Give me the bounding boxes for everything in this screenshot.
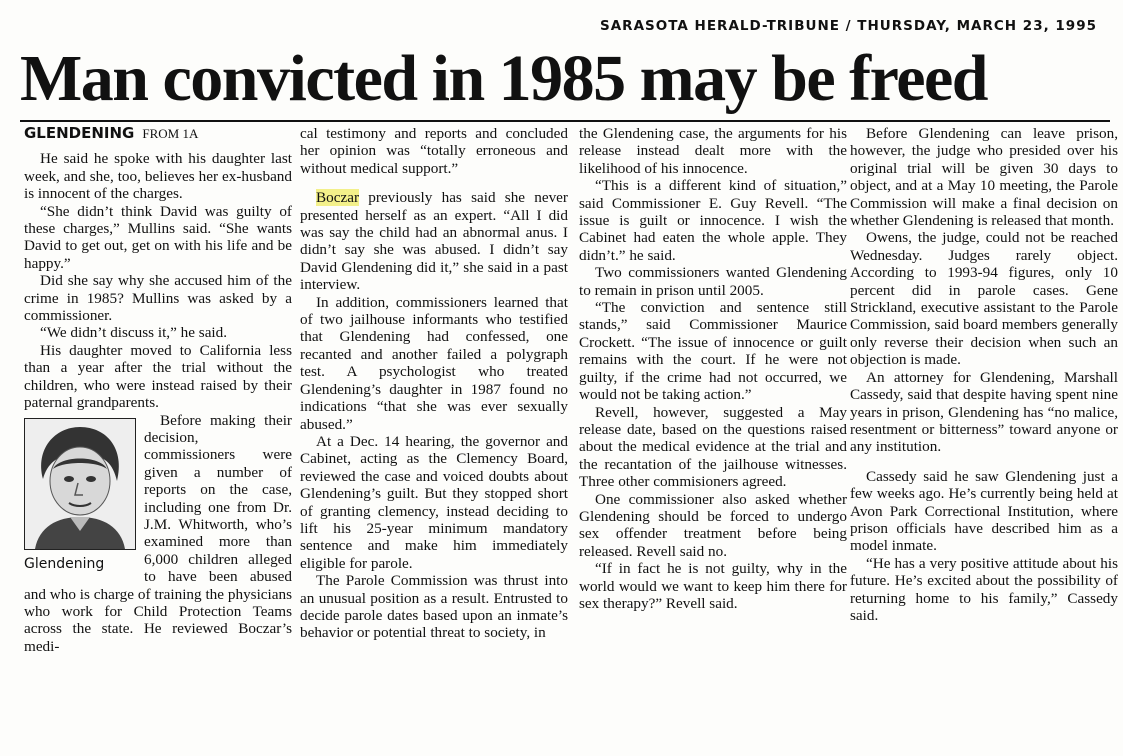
paragraph-gap <box>300 177 568 189</box>
paragraph: Before Glendening can leave prison, however, the judge who presided over his original trial will be given 30 days to object, and at a May 10 meeting, the Parole Commission will make a final decision on whether Glendening is released that month. <box>850 125 1118 230</box>
paragraph: the Glendening case, the arguments for his release instead dealt more with the likelihood of his innocence. <box>579 125 847 177</box>
masthead: SARASOTA HERALD-TRIBUNE / THURSDAY, MARCH 23, 1995 <box>600 18 1097 34</box>
highlighted-word: Boczar <box>316 189 360 207</box>
photo-block <box>24 418 136 573</box>
paragraph: He said he spoke with his daughter last week, and she, too, believes her ex-husband is innocent of the charges. <box>24 150 292 203</box>
paragraph: His daughter moved to California less than a year after the trial without the children, who were instead raised by their paternal grandparents. <box>24 341 292 412</box>
paragraph: “He has a very positive attitude about his future. He’s excited about the possibility of returning home to his family,” Cassedy said. <box>850 554 1118 624</box>
paragraph: “She didn’t think David was guilty of these charges,” Mullins said. “She wants David to get out, get on with his life and be happy.” <box>24 202 292 272</box>
paragraph: Before making their decision, commissioners were given a number of reports on the case, including one from Dr. J.M. Whitworth, who’s examined more than 6,000 children alleged to have been abused and who is charge of training the physicians who work for Child Protection Teams across the state. He reviewed Boczar’s medi- <box>24 411 292 655</box>
photo-caption: Glendening <box>24 555 105 572</box>
kicker-from: FROM 1A <box>142 126 199 141</box>
paragraph: “If in fact he is not guilty, why in the world would we want to keep him there for sex therapy?” Revell said. <box>579 560 847 612</box>
portrait-image <box>25 419 135 549</box>
paragraph: “We didn’t discuss it,” he said. <box>40 324 228 342</box>
jump-kicker <box>24 125 292 142</box>
paragraph-gap <box>850 456 1118 468</box>
paragraph <box>300 189 568 293</box>
paragraph: “This is a different kind of situation,” said Commissioner E. Guy Revell. “The issue is guilt or innocence. I wish the Cabinet had eaten the whole apple. They didn’t.” he said. <box>579 177 847 264</box>
paragraph: At a Dec. 14 hearing, the governor and Cabinet, acting as the Clemency Board, reviewed the case and voiced doubts about Glendening’s guilt. But they stopped short of granting clemency, instead deciding to lift his 25-year minimum mandatory sentence and make him immediately eligible for parole. <box>300 432 568 572</box>
portrait-photo <box>24 418 136 550</box>
paragraph: Cassedy said he saw Glendening just a few weeks ago. He’s currently being held at Avon Park Correctional Institution, where prison officials have described him as a model inmate. <box>850 467 1118 555</box>
paragraph: Two commissioners wanted Glendening to remain in prison until 2005. <box>579 264 847 299</box>
paragraph: Owens, the judge, could not be reached Wednesday. Judges rarely object. According to 1993-94 figures, only 10 percent did in parole cases. Gene Strickland, executive assistant to the Parole Commission, said board members generally only reverse their decision when such an objection is made. <box>850 229 1118 369</box>
kicker-name: GLENDENING <box>24 125 135 142</box>
article-column-4 <box>850 125 1118 750</box>
paragraph-text: previously has said she never presented herself as an expert. “All I did was say the child had an abnormal anus. I didn’t say she was abused. I didn’t say David Glendening did it,” she said in a past interview. <box>300 189 568 294</box>
article-column-2 <box>300 125 568 750</box>
paragraph: cal testimony and reports and concluded her opinion was “totally erroneous and without medical support.” <box>300 125 568 177</box>
paragraph: Did she say why she accused him of the crime in 1985? Mullins was asked by a commissioner. <box>24 272 292 325</box>
paragraph: An attorney for Glendening, Marshall Cassedy, said that despite having spent nine years in prison, Glendening has “no malice, resentment or bitterness” toward anyone or any institution. <box>850 368 1118 456</box>
paragraph: Revell, however, suggested a May release date, based on the questions raised about the medical evidence at the trial and the recantation of the jailhouse witnesses. Three other commisioners agreed. <box>579 403 847 491</box>
paragraph: In addition, commissioners learned that of two jailhouse informants who testified that Glendening had confessed, one recanted and another failed a polygraph test. A psychologist who treated Glendening’s daughter in 1987 found no indications “that she was ever sexually abused.” <box>300 293 568 433</box>
headline: Man convicted in 1985 may be freed <box>20 38 1110 122</box>
article-column-1 <box>24 125 292 750</box>
article-column-3 <box>579 125 847 750</box>
paragraph: One commissioner also asked whether Glendening should be forced to undergo sex offender treatment before being released. Revell said no. <box>579 490 847 560</box>
paragraph: The Parole Commission was thrust into an unusual position as a result. Entrusted to decide parole dates based upon an inmate’s behavior or potential threat to society, in <box>300 572 568 642</box>
paragraph: “The conviction and sentence still stands,” said Commissioner Maurice Crockett. “The issue of innocence or guilt remains with the court. If he were not guilty, if the crime had not occurred, we would not be taking action.” <box>579 299 847 404</box>
